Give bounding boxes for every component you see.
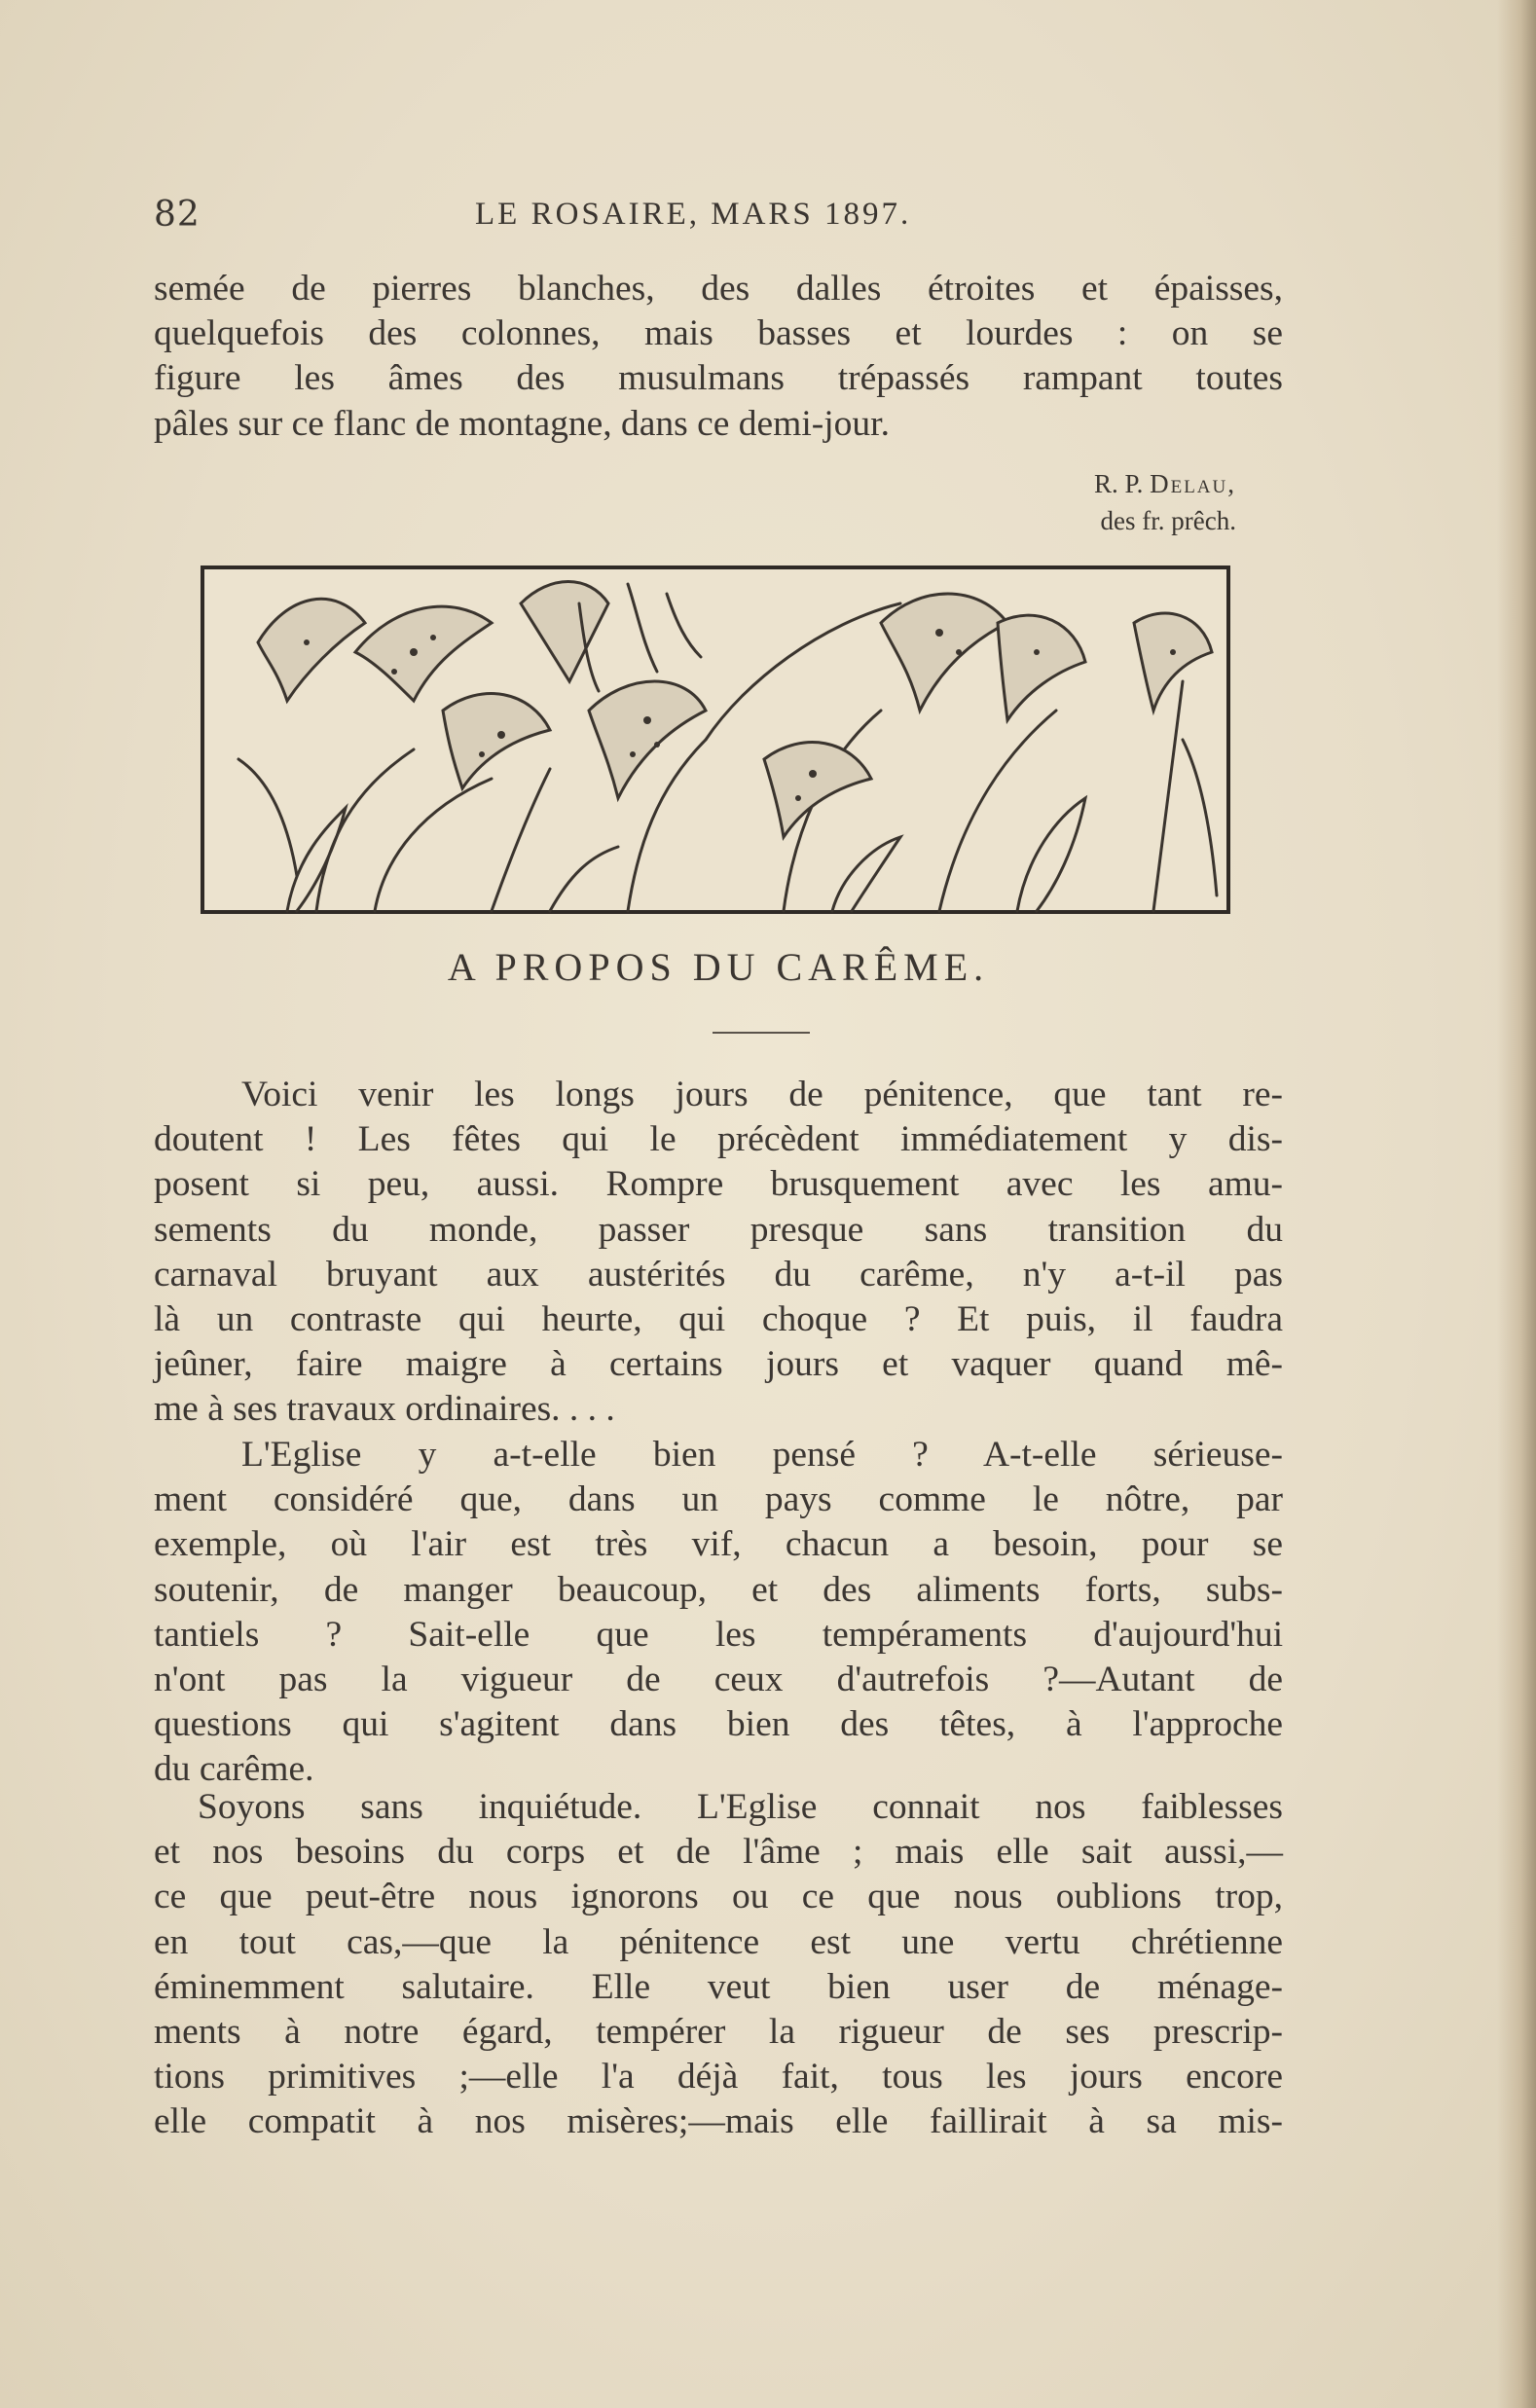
author-name: Delau, bbox=[1150, 469, 1236, 498]
text-line: ment considéré que, dans un pays comme le nôtre, par bbox=[154, 1479, 1283, 1520]
running-title: LE ROSAIRE, MARS 1897. bbox=[475, 197, 912, 232]
text-line: questions qui s'agitent dans bien des têtes, à l'approche bbox=[154, 1704, 1283, 1745]
page-number: 82 bbox=[154, 195, 201, 235]
text-line: du carême. bbox=[154, 1749, 314, 1790]
text-line: exemple, où l'air est très vif, chacun a besoin, pour se bbox=[154, 1524, 1283, 1565]
text-line: me à ses travaux ordinaires. . . . bbox=[154, 1389, 615, 1430]
text-line: soutenir, de manger beaucoup, et des aliments forts, subs- bbox=[154, 1569, 1283, 1610]
text-line: quelquefois des colonnes, mais basses et lourdes : on se bbox=[154, 313, 1283, 354]
text-line: ments à notre égard, tempérer la rigueur de ses prescrip- bbox=[154, 2011, 1283, 2052]
title-rule bbox=[713, 1032, 810, 1034]
text-line: éminemment salutaire. Elle veut bien user de ménage- bbox=[154, 1966, 1283, 2007]
text-line: doutent ! Les fêtes qui le précèdent immédiatement y dis- bbox=[154, 1119, 1283, 1160]
body-paragraph-1 bbox=[154, 1073, 1283, 1433]
body-paragraph-2 bbox=[154, 1433, 1283, 1793]
text-line: carnaval bruyant aux austérités du carême, n'y a-t-il pas bbox=[154, 1254, 1283, 1295]
author-prefix: R. P. bbox=[1094, 469, 1151, 498]
author-order: des fr. prêch. bbox=[1100, 506, 1236, 535]
author-signature bbox=[1094, 465, 1236, 539]
lily-flowers-engraving-icon bbox=[200, 565, 1231, 915]
section-title: A PROPOS DU CARÊME. bbox=[447, 945, 990, 989]
body-paragraph-3 bbox=[154, 1785, 1283, 2145]
text-line: elle compatit à nos misères;—mais elle faillirait à sa mis- bbox=[154, 2101, 1283, 2142]
text-line: Soyons sans inquiétude. L'Eglise connait nos faiblesses bbox=[198, 1787, 1283, 1827]
text-line: là un contraste qui heurte, qui choque ? Et puis, il faudra bbox=[154, 1298, 1283, 1339]
text-line: tantiels ? Sait-elle que les tempéraments d'aujourd'hui bbox=[154, 1614, 1283, 1655]
text-line: sements du monde, passer presque sans transition du bbox=[154, 1209, 1283, 1250]
page-edge-shadow bbox=[1497, 0, 1536, 2408]
text-line: posent si peu, aussi. Rompre brusquement avec les amu- bbox=[154, 1164, 1283, 1205]
text-line: L'Eglise y a-t-elle bien pensé ? A-t-elle sérieuse- bbox=[241, 1435, 1283, 1475]
text-line: figure les âmes des musulmans trépassés rampant toutes bbox=[154, 358, 1283, 399]
top-paragraph bbox=[154, 267, 1283, 447]
text-line: pâles sur ce flanc de montagne, dans ce demi-jour. bbox=[154, 403, 890, 444]
text-line: ce que peut-être nous ignorons ou ce que nous oublions trop, bbox=[154, 1877, 1283, 1917]
text-line: tions primitives ;—elle l'a déjà fait, tous les jours encore bbox=[154, 2057, 1283, 2098]
text-line: semée de pierres blanches, des dalles étroites et épaisses, bbox=[154, 269, 1283, 309]
text-line: Voici venir les longs jours de pénitence, que tant re- bbox=[241, 1075, 1283, 1114]
text-line: jeûner, faire maigre à certains jours et vaquer quand mê- bbox=[154, 1344, 1283, 1385]
text-line: n'ont pas la vigueur de ceux d'autrefois ?—Autant de bbox=[154, 1659, 1283, 1699]
running-head bbox=[154, 191, 1283, 249]
text-line: et nos besoins du corps et de l'âme ; mais elle sait aussi,— bbox=[154, 1832, 1283, 1873]
text-line: en tout cas,—que la pénitence est une vertu chrétienne bbox=[154, 1921, 1283, 1962]
